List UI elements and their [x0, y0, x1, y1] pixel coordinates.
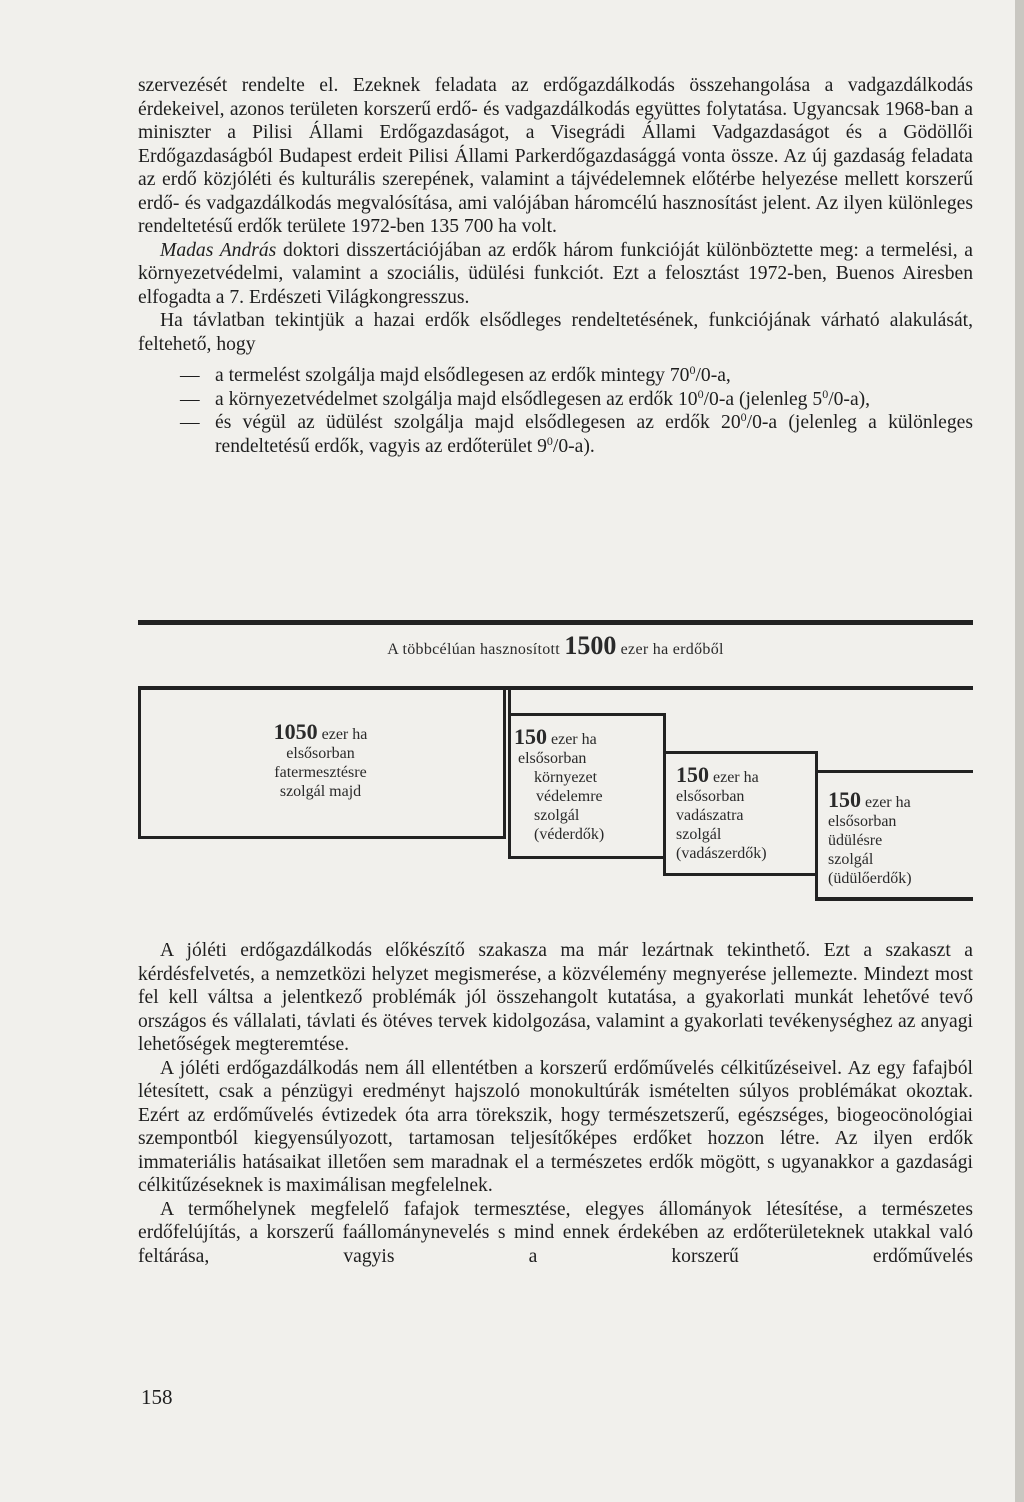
list-item-1-sup: 0 — [689, 363, 696, 377]
box3-bottom-line — [663, 873, 818, 876]
author-name: Madas András — [160, 239, 277, 261]
box1-line-2: fatermesztésre — [274, 764, 367, 781]
box2-top-line — [508, 713, 666, 716]
list-item-2-sup: 0 — [697, 386, 704, 401]
box1-line-3: szolgál majd — [279, 783, 362, 800]
paragraph-jolet-2: A jóléti erdőgazdálkodás nem áll ellentétben a korszerű erdőművelés célkitűzéseivel. Az egy fafajból létesített, csak a pénzügyi eredményt hajszoló monokultúrák ismételten súlyos problémákat okoztak. Ezért az erdőművelés évtizedek óta arra törekszik, hogy természetszerű, egészséges, biogeocönológiai szempontból kiegyensúlyozott, tartamosan teljesítőképes erdőket hozzon létre. Az ilyen erdők immateriális hatásaikat illetően sem maradnak el a természetes erdők mögött, s ugyanakkor a gazdasági célkitűzéseknek is maximálisan megfelelnek. — [138, 1057, 973, 1196]
box4-line-3: szolgál — [828, 851, 874, 868]
paragraph-madas — [138, 239, 973, 310]
page-number: 158 — [141, 1385, 173, 1409]
list-item-3 — [138, 411, 973, 458]
header-number: 1500 — [564, 631, 617, 660]
box3-line-4: (vadászerdők) — [676, 845, 767, 862]
box2-title — [514, 724, 604, 749]
box3-top-line — [666, 751, 818, 754]
box4-unit: ezer ha — [861, 794, 911, 811]
list-item-2-mid: /0-a (jelenleg 5 — [703, 388, 823, 410]
list-item-2-after: /0-a), — [828, 388, 871, 410]
box3-number: 150 — [676, 762, 709, 787]
diagram-box-1050 — [138, 719, 503, 801]
box2-bottom-line — [508, 856, 666, 859]
box1-number: 1050 — [273, 719, 318, 744]
box4-number: 150 — [828, 787, 861, 812]
box1-title — [138, 719, 503, 744]
box4-title — [828, 787, 912, 812]
list-item-2-text: a környezetvédelmet szolgálja majd elsődlegesen az erdők 10 — [215, 388, 698, 410]
diagram-box-150-vadaszat — [676, 762, 767, 863]
forest-use-diagram — [138, 620, 973, 910]
list-item-1 — [138, 364, 973, 388]
box4-top-line — [818, 770, 973, 773]
box3-line-2: vadászatra — [676, 807, 744, 824]
list-item-3-mid: /0-a (jelenleg a különleges rendeltetésű erdők, vagyis az erdőterület 9 — [215, 412, 973, 457]
box2-line-3: védelemre — [536, 788, 603, 805]
box2-unit: ezer ha — [547, 731, 597, 748]
box2-line-2: környezet — [534, 769, 598, 786]
box4-left-line — [815, 876, 818, 898]
text-block-top — [138, 74, 973, 458]
box4-line-4: (üdülőerdők) — [828, 870, 912, 887]
box2-line-4: szolgál — [534, 807, 580, 824]
diagram-box-150-udules — [828, 787, 912, 888]
box2-left-line — [508, 690, 511, 858]
paragraph-jolet-1: A jóléti erdőgazdálkodás előkészítő szakasza ma már lezártnak tekinthető. Ezt a szakaszt a kérdésfelvetés, a nemzetközi helyzet megismerése, a közvélemény megnyerése jellemezte. Mindezt most fel kell váltsa a jelentkező problémák jól összehangolt kutatása, a gyakorlati munkát lehetővé tevő országos és vállalati, távlati és ötéves tervek kidolgozása, valamint a gyakorlati tevékenységhez az anyagi lehetőségek megteremtése. — [138, 940, 973, 1055]
box2-number: 150 — [514, 724, 547, 749]
box1-unit: ezer ha — [317, 726, 368, 743]
box3-unit: ezer ha — [709, 769, 759, 786]
list-item-2 — [138, 388, 973, 412]
header-post: ezer ha erdőből — [616, 641, 724, 658]
box1-line-1: elsősorban — [286, 745, 355, 762]
dash-3: — — [180, 412, 200, 433]
paragraph-intro: Ha távlatban tekintjük a hazai erdők elsődleges rendeltetésének, funkciójának várható alakulását, feltehető, hogy — [138, 310, 973, 355]
dash-1: — — [180, 365, 200, 386]
diagram-mid-rule — [138, 686, 973, 690]
box4-bottom-line — [815, 897, 973, 901]
paragraph-termohely: A termőhelynek megfelelő fafajok termesztése, elegyes állományok létesítése, a természetes erdőfelújítás, a korszerű faállománynevelés s mind ennek érdekében az erdőterületeknek utakkal való feltárása, vagyis a korszerű erdőművelés — [138, 1198, 973, 1267]
box4-line-2: üdülésre — [828, 832, 883, 849]
box3-title — [676, 762, 767, 787]
box2-right-line — [663, 713, 666, 859]
box4-line-1: elsősorban — [828, 813, 897, 830]
diagram-top-rule — [138, 620, 973, 625]
madas-text: doktori disszertációjában az erdők három funkcióját különböztette meg: a termelési, a környezetvédelmi, valamint a szociális, üdülési funkciót. Ezt a felosztást 1972-ben, Buenos Airesben elfogadta a 7. Erdészeti Világkongresszus. — [138, 239, 974, 308]
diagram-header — [138, 631, 973, 660]
box3-line-3: szolgál — [676, 826, 722, 843]
box2-line-1: elsősorban — [518, 750, 587, 767]
box2-line-5: (véderdők) — [534, 826, 605, 843]
diagram-box-150-kornyezet — [514, 724, 605, 844]
header-pre: A többcélúan hasznosított — [387, 641, 565, 658]
box3-left-line — [663, 859, 666, 873]
list-item-3-text: és végül az üdülést szolgálja majd elsődlegesen az erdők 20 — [215, 412, 741, 433]
paragraph-1: szervezését rendelte el. Ezeknek feladata az erdőgazdálkodás összehangolása a vadgazdálkodás érdekeivel, azonos területen korszerű erdő- és vadgazdálkodás együttes folytatása. Ugyancsak 1968-ban a miniszter a Pilisi Állami Erdőgazdaságot, a Visegrádi Állami Vadgazdaságot és a Gödöllői Erdőgazdaságból Budapest erdeit Pilisi Állami Parkerdőgazdasággá vonta össze. Az új gazdaság feladata az erdő közjóléti és kulturális szerepének, valamint a tájvédelemnek előtérbe helyezése mellett korszerű erdő- és vadgazdálkodás megvalósítása, ami valójában háromcélú hasznosítást jelent. Az ilyen különleges rendeltetésű erdők területe 1972-ben 135 700 ha volt. — [138, 75, 973, 237]
box3-line-1: elsősorban — [676, 788, 745, 805]
list-item-1-after: /0-a, — [695, 365, 731, 386]
box1-right-line — [503, 690, 506, 838]
list-item-3-sup2: 0 — [546, 433, 553, 448]
box1-bottom-line — [138, 836, 506, 839]
dash-2: — — [180, 388, 200, 410]
list-item-2-sup2: 0 — [822, 386, 829, 401]
list-item-3-after: /0-a). — [552, 435, 595, 457]
page-edge — [1015, 0, 1024, 1502]
list-item-3-sup: 0 — [740, 410, 747, 424]
list-item-1-text: a termelést szolgálja majd elsődlegesen az erdők mintegy 70 — [215, 365, 690, 386]
text-block-bottom — [138, 939, 973, 1268]
